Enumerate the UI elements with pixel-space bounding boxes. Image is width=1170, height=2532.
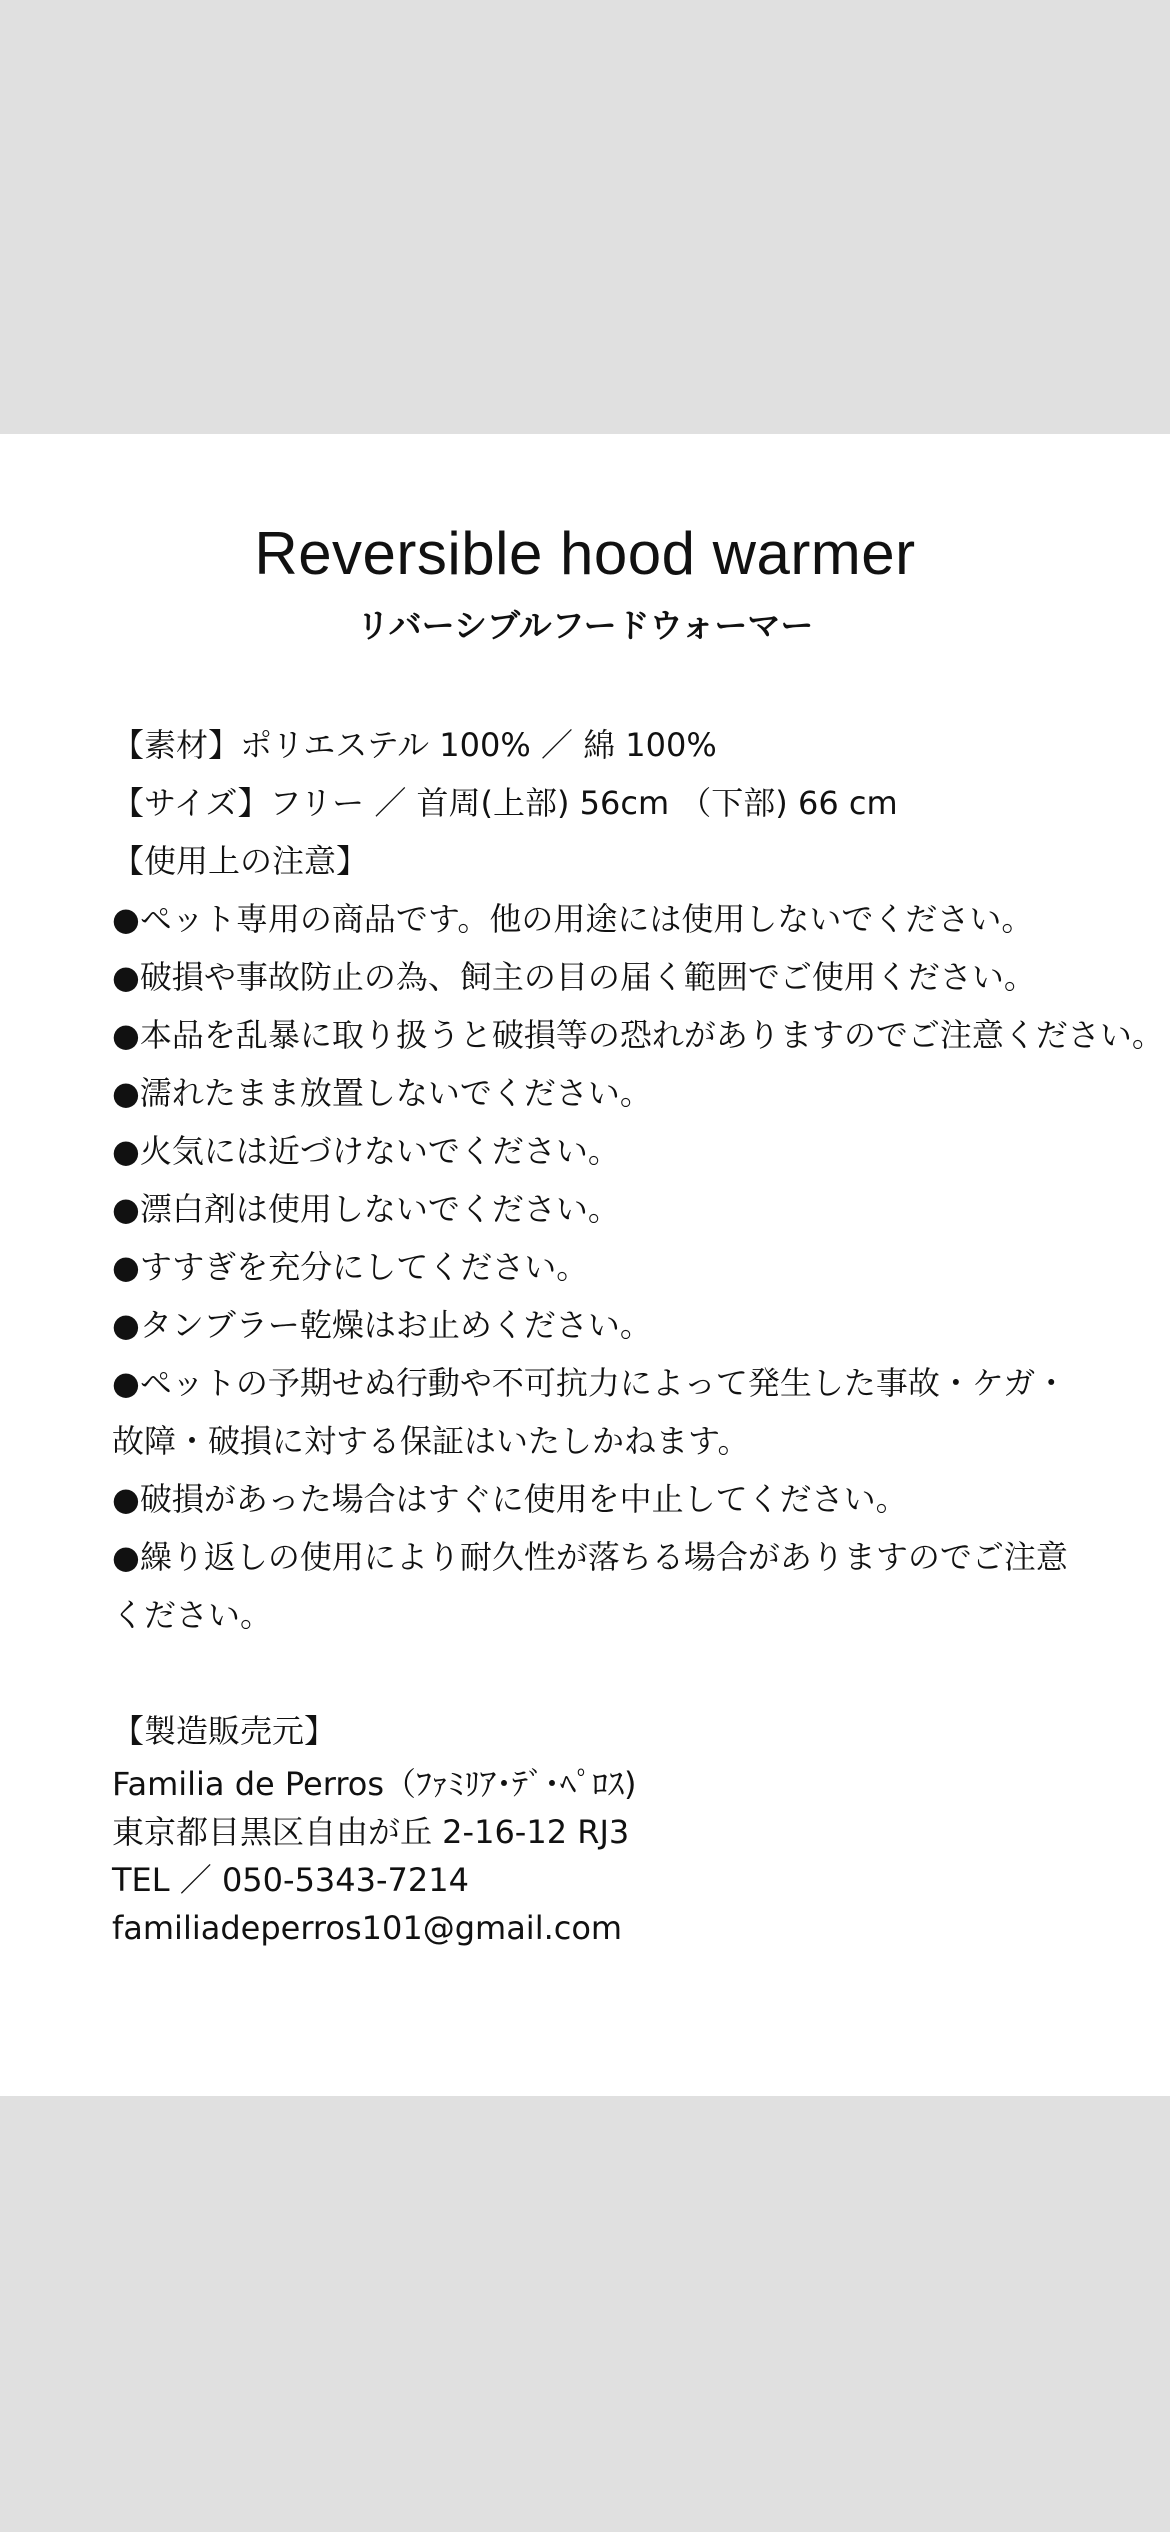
product-title: Reversible hood warmer [254,520,916,587]
note-item: ●タンブラー乾燥はお止めください。 [112,1306,652,1344]
size-line: 【サイズ】フリー ／ 首周(上部) 56cm （下部) 66 cm [112,784,898,822]
maker-heading: 【製造販売元】 [112,1712,337,1750]
note-item: ●本品を乱暴に取り扱うと破損等の恐れがありますのでご注意ください。 [112,1016,1164,1054]
maker-email: familiadeperros101@gmail.com [112,1909,623,1947]
maker-name: Familia de Perros（ﾌｧﾐﾘｱ･ﾃﾞ･ﾍﾟﾛｽ) [112,1765,637,1803]
notes-heading: 【使用上の注意】 [112,842,369,880]
maker-address: 東京都目黒区自由が丘 2-16-12 RJ3 [112,1813,630,1851]
product-details [112,716,1164,1952]
note-item: ●ペットの予期せぬ行動や不可抗力によって発生した事故・ケガ・故障・破損に対する保証はいたしかねます。 [112,1364,1068,1460]
notes-list [112,890,1164,1644]
maker-contact [112,1760,1072,1952]
note-item: ●濡れたまま放置しないでください。 [112,1074,652,1112]
section-spacer [112,1644,1072,1702]
note-item: ●繰り返しの使用により耐久性が落ちる場合がありますのでご注意ください。 [112,1538,1068,1634]
note-item: ●漂白剤は使用しないでください。 [112,1190,620,1228]
material-line: 【素材】ポリエステル 100% ／ 綿 100% [112,726,717,764]
note-item: ●すすぎを充分にしてください。 [112,1248,589,1286]
note-item: ●火気には近づけないでください。 [112,1132,620,1170]
maker-tel: TEL ／ 050-5343-7214 [112,1861,469,1899]
product-info-card [0,434,1170,2096]
note-item: ●破損があった場合はすぐに使用を中止してください。 [112,1480,908,1518]
product-subtitle: リバーシブルフードウォーマー [356,606,814,645]
note-item: ●破損や事故防止の為、飼主の目の届く範囲でご使用ください。 [112,958,1036,996]
note-item: ●ペット専用の商品です。他の用途には使用しないでください。 [112,900,1034,938]
